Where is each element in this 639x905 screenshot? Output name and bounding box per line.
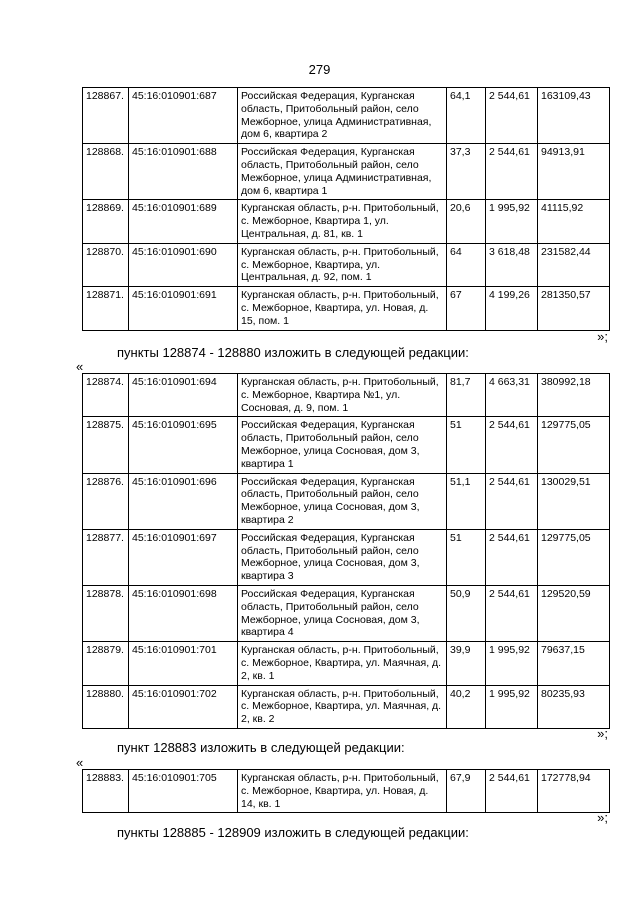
cadastral-number-cell: 45:16:010901:697 bbox=[129, 529, 238, 585]
closing-quote: »; bbox=[597, 329, 608, 344]
area-cell: 81,7 bbox=[447, 374, 486, 417]
table-row bbox=[83, 770, 610, 813]
address-cell: Курганская область, р-н. Притобольный, с. Межборное, Квартира, ул. Центральная, д. 92, пом. 1 bbox=[238, 243, 447, 286]
address-cell: Курганская область, р-н. Притобольный, с. Межборное, Квартира, ул. Новая, д. 14, кв. 1 bbox=[238, 770, 447, 813]
specific-value-cell: 2 544,61 bbox=[486, 417, 538, 473]
area-cell: 51 bbox=[447, 529, 486, 585]
address-cell: Российская Федерация, Курганская область, Притобольный район, село Межборное, улица Сосновая, дом 3, квартира 1 bbox=[238, 417, 447, 473]
cadastral-number-cell: 45:16:010901:694 bbox=[129, 374, 238, 417]
cadastral-value-cell: 231582,44 bbox=[538, 243, 610, 286]
area-cell: 67 bbox=[447, 287, 486, 330]
item-number-cell: 128875. bbox=[83, 417, 129, 473]
address-cell: Курганская область, р-н. Притобольный, с. Межборное, Квартира 1, ул. Центральная, д. 81, кв. 1 bbox=[238, 200, 447, 243]
cadastral-number-cell: 45:16:010901:705 bbox=[129, 770, 238, 813]
cadastral-number-cell: 45:16:010901:687 bbox=[129, 88, 238, 144]
amendment-instruction: пункт 128883 изложить в следующей редакции: bbox=[117, 740, 405, 755]
cadastral-table-3 bbox=[82, 769, 610, 813]
address-cell: Российская Федерация, Курганская область, Притобольный район, село Межборное, улица Административная, дом 6, квартира 2 bbox=[238, 88, 447, 144]
cadastral-value-cell: 380992,18 bbox=[538, 374, 610, 417]
specific-value-cell: 4 199,26 bbox=[486, 287, 538, 330]
cadastral-value-cell: 129520,59 bbox=[538, 585, 610, 641]
cadastral-number-cell: 45:16:010901:701 bbox=[129, 642, 238, 685]
address-cell: Российская Федерация, Курганская область, Притобольный район, село Межборное, улица Сосновая, дом 3, квартира 4 bbox=[238, 585, 447, 641]
cadastral-value-cell: 163109,43 bbox=[538, 88, 610, 144]
area-cell: 67,9 bbox=[447, 770, 486, 813]
area-cell: 64,1 bbox=[447, 88, 486, 144]
specific-value-cell: 2 544,61 bbox=[486, 144, 538, 200]
table-row bbox=[83, 200, 610, 243]
specific-value-cell: 2 544,61 bbox=[486, 88, 538, 144]
closing-quote: »; bbox=[597, 726, 608, 741]
page-number: 279 bbox=[308, 62, 331, 77]
address-cell: Российская Федерация, Курганская область, Притобольный район, село Межборное, улица Административная, дом 6, квартира 1 bbox=[238, 144, 447, 200]
area-cell: 40,2 bbox=[447, 685, 486, 728]
table-row bbox=[83, 287, 610, 330]
specific-value-cell: 3 618,48 bbox=[486, 243, 538, 286]
amendment-instruction: пункты 128885 - 128909 изложить в следующей редакции: bbox=[117, 825, 469, 840]
cadastral-number-cell: 45:16:010901:702 bbox=[129, 685, 238, 728]
area-cell: 51 bbox=[447, 417, 486, 473]
item-number-cell: 128868. bbox=[83, 144, 129, 200]
cadastral-number-cell: 45:16:010901:689 bbox=[129, 200, 238, 243]
item-number-cell: 128867. bbox=[83, 88, 129, 144]
table-row bbox=[83, 585, 610, 641]
cadastral-value-cell: 80235,93 bbox=[538, 685, 610, 728]
cadastral-number-cell: 45:16:010901:698 bbox=[129, 585, 238, 641]
table-row bbox=[83, 642, 610, 685]
cadastral-number-cell: 45:16:010901:688 bbox=[129, 144, 238, 200]
area-cell: 51,1 bbox=[447, 473, 486, 529]
cadastral-number-cell: 45:16:010901:690 bbox=[129, 243, 238, 286]
specific-value-cell: 2 544,61 bbox=[486, 529, 538, 585]
cadastral-table-2 bbox=[82, 373, 610, 729]
area-cell: 64 bbox=[447, 243, 486, 286]
item-number-cell: 128870. bbox=[83, 243, 129, 286]
address-cell: Курганская область, р-н. Притобольный, с. Межборное, Квартира №1, ул. Сосновая, д. 9, пом. 1 bbox=[238, 374, 447, 417]
table-row bbox=[83, 417, 610, 473]
closing-quote: »; bbox=[597, 810, 608, 825]
area-cell: 39,9 bbox=[447, 642, 486, 685]
opening-quote: « bbox=[76, 359, 84, 374]
table-row bbox=[83, 685, 610, 728]
cadastral-value-cell: 172778,94 bbox=[538, 770, 610, 813]
cadastral-value-cell: 130029,51 bbox=[538, 473, 610, 529]
cadastral-value-cell: 129775,05 bbox=[538, 529, 610, 585]
table-row bbox=[83, 374, 610, 417]
address-cell: Российская Федерация, Курганская область, Притобольный район, село Межборное, улица Сосновая, дом 3, квартира 3 bbox=[238, 529, 447, 585]
table-row bbox=[83, 88, 610, 144]
cadastral-number-cell: 45:16:010901:691 bbox=[129, 287, 238, 330]
area-cell: 50,9 bbox=[447, 585, 486, 641]
cadastral-value-cell: 281350,57 bbox=[538, 287, 610, 330]
opening-quote: « bbox=[76, 755, 84, 770]
specific-value-cell: 2 544,61 bbox=[486, 585, 538, 641]
address-cell: Курганская область, р-н. Притобольный, с. Межборное, Квартира, ул. Новая, д. 15, пом. 1 bbox=[238, 287, 447, 330]
address-cell: Российская Федерация, Курганская область, Притобольный район, село Межборное, улица Сосновая, дом 3, квартира 2 bbox=[238, 473, 447, 529]
specific-value-cell: 1 995,92 bbox=[486, 642, 538, 685]
item-number-cell: 128877. bbox=[83, 529, 129, 585]
table-row bbox=[83, 529, 610, 585]
item-number-cell: 128874. bbox=[83, 374, 129, 417]
address-cell: Курганская область, р-н. Притобольный, с. Межборное, Квартира, ул. Маячная, д. 2, кв. 2 bbox=[238, 685, 447, 728]
item-number-cell: 128869. bbox=[83, 200, 129, 243]
cadastral-number-cell: 45:16:010901:696 bbox=[129, 473, 238, 529]
amendment-instruction: пункты 128874 - 128880 изложить в следующей редакции: bbox=[117, 345, 469, 360]
item-number-cell: 128883. bbox=[83, 770, 129, 813]
specific-value-cell: 1 995,92 bbox=[486, 200, 538, 243]
item-number-cell: 128879. bbox=[83, 642, 129, 685]
cadastral-value-cell: 129775,05 bbox=[538, 417, 610, 473]
cadastral-number-cell: 45:16:010901:695 bbox=[129, 417, 238, 473]
cadastral-value-cell: 94913,91 bbox=[538, 144, 610, 200]
specific-value-cell: 4 663,31 bbox=[486, 374, 538, 417]
table-row bbox=[83, 473, 610, 529]
cadastral-table-1 bbox=[82, 87, 610, 331]
cadastral-value-cell: 41115,92 bbox=[538, 200, 610, 243]
cadastral-value-cell: 79637,15 bbox=[538, 642, 610, 685]
item-number-cell: 128871. bbox=[83, 287, 129, 330]
specific-value-cell: 2 544,61 bbox=[486, 770, 538, 813]
table-row bbox=[83, 144, 610, 200]
specific-value-cell: 2 544,61 bbox=[486, 473, 538, 529]
table-row bbox=[83, 243, 610, 286]
area-cell: 20,6 bbox=[447, 200, 486, 243]
item-number-cell: 128878. bbox=[83, 585, 129, 641]
specific-value-cell: 1 995,92 bbox=[486, 685, 538, 728]
item-number-cell: 128880. bbox=[83, 685, 129, 728]
item-number-cell: 128876. bbox=[83, 473, 129, 529]
address-cell: Курганская область, р-н. Притобольный, с. Межборное, Квартира, ул. Маячная, д. 2, кв. 1 bbox=[238, 642, 447, 685]
area-cell: 37,3 bbox=[447, 144, 486, 200]
